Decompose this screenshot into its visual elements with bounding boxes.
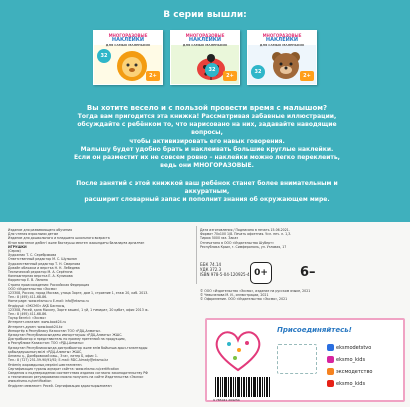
series-title: В серии вышли: xyxy=(163,10,247,20)
divider xyxy=(196,226,197,284)
book-band xyxy=(94,31,162,45)
imprint-line: Художественный редактор Т. Н. Смирнова xyxy=(8,261,81,266)
imprint-line: Ответственный редактор М. С. Шульман xyxy=(8,257,77,262)
barcode-number: 9 785041 209254 xyxy=(213,398,240,402)
imprint-line: Издание для дошкольного и младшего школьного возраста xyxy=(8,236,110,241)
book-thumbnail-2 xyxy=(170,30,240,85)
udk-code: УДК 372.3 xyxy=(200,267,222,272)
book-label-2: НАКЛЕЙКИ xyxy=(188,37,222,43)
imprint-line: Алматы қ., Домбровский көш., 3«а», литер Б, офис 1. xyxy=(8,354,98,359)
text-line: расширит словарный запас и пополнит знания об окружающем мире. xyxy=(84,196,330,204)
text-line: Малышу будет удобно брать и наклеивать большие круглые наклейки. xyxy=(80,145,334,153)
book-label-1: МНОГОРАЗОВЫЕ xyxy=(262,33,302,38)
social-item-instagram[interactable] xyxy=(327,356,365,363)
book-label-1: МНОГОРАЗОВЫЕ xyxy=(185,33,225,38)
copyright-block xyxy=(200,289,405,302)
imprint-line: (Серия) xyxy=(8,249,21,254)
imprint-line: Страна происхождения: Российская Федерация xyxy=(8,282,90,287)
imprint-line: Тел.: 8 (495) 411-68-86. xyxy=(8,312,48,317)
age-rating-badge: 0+ xyxy=(250,262,272,284)
social-postcard xyxy=(205,318,405,402)
imprint-line: Дистрибьютор и представитель по приему претензий на продукцию, xyxy=(8,337,126,342)
age-badge: 2+ xyxy=(223,71,237,81)
imprint-line: Художник Т. С. Серебрякова xyxy=(8,253,57,258)
promo-text: Присоединяйтесь! xyxy=(277,326,352,334)
imprint-line: Компьютерная верстка Е. А. Куликова xyxy=(8,274,73,279)
imprint-line: ИГРУШКИ xyxy=(8,244,27,249)
imprint-line: Қазақстан Республикасында дистрибьютор және өнім бойынша арыз-талаптарды xyxy=(8,345,148,350)
imprint-line: Тираж 5000 экз. Заказ xyxy=(200,236,238,241)
imprint-line: Формат 70x100 1/8. Печать офсетная. Усл. печ. л. 1,3. xyxy=(200,232,292,237)
imprint-line: Издание для развивающего обучения xyxy=(8,228,72,232)
stamp-placeholder xyxy=(277,344,317,374)
youtube-icon xyxy=(327,380,334,387)
book-thumbnail-1 xyxy=(93,30,163,85)
imprint-line: Корректор Е. В. Лапина xyxy=(8,278,48,283)
social-handle: eksmo_kids xyxy=(336,381,366,387)
book-label-2: НАКЛЕЙКИ xyxy=(265,37,299,43)
imprint-line: Тауар белгісі: «Эксмо» xyxy=(8,316,47,321)
copyright-line: © Чевычелова М. И., иллюстрации, 2021 xyxy=(200,293,269,298)
imprint-line: Тел.: 8 (727) 251-59-90/91/92; E-mail: RDC-Almaty@eksmo.kz xyxy=(8,358,109,363)
copyright-line: © ООО «Издательство «Эксмо», издание на русском языке, 2021 xyxy=(200,289,311,293)
imprint-line: Импортёр в Республику Казахстан ТОО «РДЦ-Алматы». xyxy=(8,328,102,333)
social-item-youtube[interactable] xyxy=(327,380,365,387)
book-label-3: ДЛЯ САМЫХ МАЛЕНЬКИХ xyxy=(105,43,151,47)
social-handle: eksmo_kids xyxy=(336,357,366,363)
age-rating-big: 6– xyxy=(300,265,316,280)
ok-icon xyxy=(327,368,334,375)
imprint-left xyxy=(8,228,193,388)
imprint-line: Республика Крым, г. Симферополь, ул. Узловая, 17 xyxy=(200,244,287,249)
book-label-3: ДЛЯ САМЫХ МАЛЕНЬКИХ xyxy=(259,43,305,47)
age-badge: 2+ xyxy=(300,71,314,81)
classification-codes xyxy=(200,262,250,277)
text-line: После занятий с этой книжкой ваш ребёнок станет более внимательным и аккуратным, xyxy=(76,180,338,196)
book-band xyxy=(248,31,316,45)
imprint-line: Интернет-магазин: www.book24.ru xyxy=(8,320,66,325)
social-handle: эксмодетство xyxy=(336,369,373,375)
imprint-line: Дата изготовления / Подписано в печать 15.06.2021. xyxy=(200,228,290,232)
sticker-count-badge: 32 xyxy=(97,49,111,63)
age-badge: 2+ xyxy=(146,71,160,81)
imprint-line: Технический редактор М. А. Серёгина xyxy=(8,270,73,275)
imprint-line: қабылдаушының өкілі «РДЦ-Алматы» ЖШС, xyxy=(8,349,83,354)
imprint-line: Для чтения взрослыми детям xyxy=(8,232,58,237)
social-handle: eksmodetstvo xyxy=(336,345,372,351)
description-paragraph-2 xyxy=(62,180,352,205)
imprint-line: Кітап мектепке дейінгі және бастауыш мектеп жасындағы балаларға арналған xyxy=(8,240,145,245)
imprint-line: 123308, Россия, город Москва, улица Зорге, дом 1, строение 1, этаж 20, каб. 2013. xyxy=(8,291,149,296)
imprint-line: Интернет-дүкен: www.book24.kz xyxy=(8,324,63,329)
imprint-line: Өнімнің жарамдылық мерзімі шектелмеген. xyxy=(8,362,83,367)
social-item-vk[interactable] xyxy=(327,344,371,351)
imprint-line: Тел.: 8 (495) 411-68-86. xyxy=(8,295,48,300)
imprint-line: о техническом регулировании можно получить на сайте Издательства «Эксмо» xyxy=(8,375,144,380)
text-line: чтобы активизировать его навык говорения. xyxy=(129,137,285,145)
isbn-code: ISBN 978-5-04-120925-4 xyxy=(200,272,250,277)
book-label-1: МНОГОРАЗОВЫЕ xyxy=(108,33,148,38)
book-thumbnail-3 xyxy=(247,30,317,85)
imprint-line: Өндірген мемлекет: Ресей. Сертификация қарастырылмаған xyxy=(8,383,112,388)
book-label-3: ДЛЯ САМЫХ МАЛЕНЬКИХ xyxy=(182,43,228,47)
text-line: Тогда вам пригодится эта книжка! Рассматривая забавные иллюстрации, xyxy=(77,113,337,120)
imprint-line: 123308, Ресей, қала Мәскеу, Зорге көшесі, 1 үй, 1 ғимарат, 20 қабат, офис 2013 ж. xyxy=(8,307,149,312)
description-paragraph-1 xyxy=(62,113,352,170)
vk-icon xyxy=(327,344,334,351)
sticker-count-badge: 32 xyxy=(251,65,265,79)
book-band xyxy=(171,31,239,45)
text-line: обсуждайте с ребёнком то, что нарисовано на них, задавайте наводящие вопросы, xyxy=(77,121,337,137)
text-line: ведь они МНОГОРАЗОВЫЕ. xyxy=(160,162,254,170)
imprint-line: ООО «Издательство «Эксмо» xyxy=(8,286,58,291)
copyright-line: © Оформление. ООО «Издательство «Эксмо», 2021 xyxy=(200,297,288,302)
barcode xyxy=(213,376,273,398)
bbk-code: ББК 74.14 xyxy=(200,262,222,267)
imprint-line: Сведения о подтверждении соответствия издания согласно законодательству РФ xyxy=(8,370,148,375)
imprint-line: Home page: www.eksmo.ru E-mail: info@eksmo.ru xyxy=(8,299,89,304)
imprint-right xyxy=(200,228,400,249)
imprint-line: Өндіруші: «ЭКСМО» АҚБ Баспасы, xyxy=(8,303,66,308)
sticker-count-badge: 32 xyxy=(205,63,219,77)
imprint-line: www.eksmo.ru/certification xyxy=(8,379,52,384)
lead-question: Вы хотите весело и с пользой провести время с малышом? xyxy=(86,104,328,112)
imprint-line: в Республике Казахстан: ТОО «РДЦ-Алматы» xyxy=(8,341,84,346)
imprint-line: Дизайн обложки и верстка Н. Н. Лебедева xyxy=(8,265,80,270)
book-label-2: НАКЛЕЙКИ xyxy=(111,37,145,43)
imprint-line: Қазақстан Республикасындағы импорттаушы «РДЦ-Алматы» ЖШС. xyxy=(8,333,123,338)
imprint-line: Отпечатано в ООО «Издательство Шуберт» xyxy=(200,240,274,245)
imprint-line: Сертификация туралы ақпарат сайтта: www.eksmo.ru/certification xyxy=(8,366,119,371)
instagram-icon xyxy=(327,356,334,363)
text-line: Если он разместит их не совсем ровно – наклейки можно легко переклеить, xyxy=(74,154,340,162)
social-item-ok[interactable] xyxy=(327,368,372,375)
heart-icon xyxy=(213,328,263,372)
